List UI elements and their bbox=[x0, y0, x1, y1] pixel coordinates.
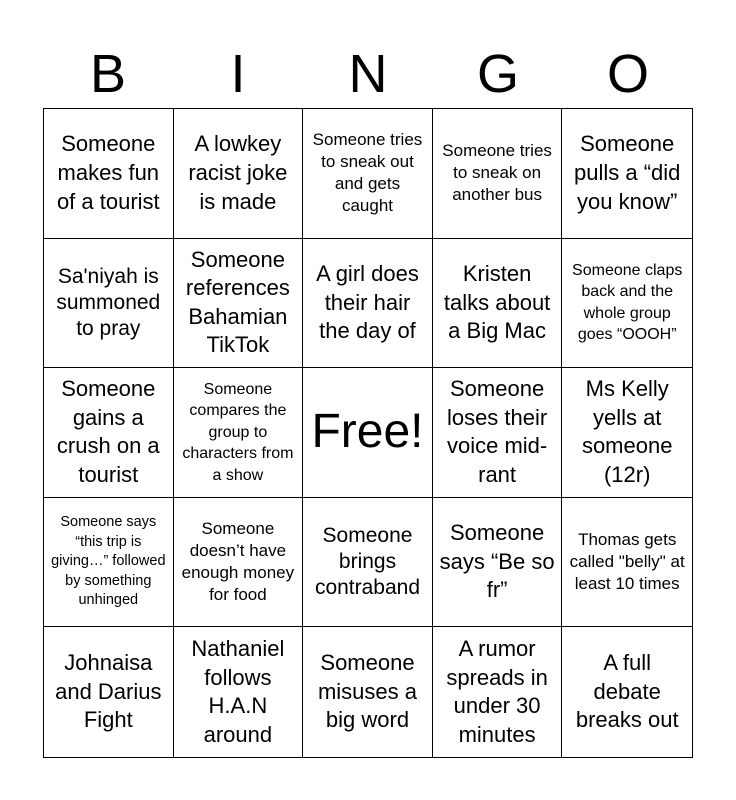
cell-text: Someone gains a crush on a tourist bbox=[56, 376, 160, 488]
header-letter-o: O bbox=[606, 44, 649, 104]
bingo-cell[interactable] bbox=[433, 627, 563, 757]
bingo-cell[interactable] bbox=[562, 239, 692, 369]
cell-text: Someone says “Be so fr” bbox=[439, 520, 555, 603]
bingo-board bbox=[43, 108, 693, 758]
bingo-cell[interactable] bbox=[174, 627, 304, 757]
cell-text: Kristen talks about a Big Mac bbox=[443, 261, 551, 344]
bingo-cell[interactable] bbox=[433, 368, 563, 498]
bingo-cell[interactable] bbox=[44, 627, 174, 757]
bingo-cell[interactable] bbox=[303, 627, 433, 757]
cell-text: Ms Kelly yells at someone (12r) bbox=[581, 376, 673, 488]
header-letter-g: G bbox=[476, 44, 519, 104]
bingo-cell[interactable] bbox=[562, 109, 692, 239]
bingo-cell[interactable] bbox=[303, 498, 433, 628]
free-space-cell[interactable] bbox=[303, 368, 433, 498]
bingo-header bbox=[43, 40, 693, 108]
bingo-cell[interactable] bbox=[174, 498, 304, 628]
cell-text: Someone brings contraband bbox=[314, 523, 421, 600]
bingo-cell[interactable] bbox=[174, 368, 304, 498]
cell-text: Someone doesn’t have enough money for food bbox=[181, 518, 295, 605]
cell-text: A girl does their hair the day of bbox=[316, 261, 419, 344]
cell-text: Someone references Bahamian TikTok bbox=[185, 246, 290, 358]
cell-text: Nathaniel follows H.A.N around bbox=[191, 636, 285, 747]
cell-text: Someone says “this trip is giving…” followed by something unhinged bbox=[51, 514, 166, 609]
header-letter-i: I bbox=[230, 44, 246, 104]
cell-text: Someone pulls a “did you know” bbox=[574, 131, 681, 214]
bingo-cell[interactable] bbox=[174, 239, 304, 369]
bingo-cell[interactable] bbox=[433, 498, 563, 628]
header-letter-n: N bbox=[348, 44, 388, 104]
bingo-cell[interactable] bbox=[44, 109, 174, 239]
bingo-cell[interactable] bbox=[562, 627, 692, 757]
cell-text: Someone loses their voice mid-rant bbox=[446, 376, 548, 488]
cell-text: Sa'niyah is summoned to pray bbox=[56, 264, 161, 341]
bingo-cell[interactable] bbox=[433, 109, 563, 239]
bingo-cell[interactable] bbox=[303, 109, 433, 239]
free-space-text: Free! bbox=[311, 405, 424, 459]
cell-text: Someone tries to sneak out and gets caught bbox=[312, 130, 423, 216]
cell-text: A full debate breaks out bbox=[575, 650, 679, 733]
cell-text: Someone claps back and the whole group goes “OOOH” bbox=[572, 261, 683, 344]
bingo-cell[interactable] bbox=[44, 368, 174, 498]
cell-text: A lowkey racist joke is made bbox=[188, 131, 288, 214]
cell-text: Someone compares the group to characters from a show bbox=[182, 380, 294, 484]
bingo-cell[interactable] bbox=[303, 239, 433, 369]
cell-text: Someone makes fun of a tourist bbox=[56, 131, 160, 214]
cell-text: A rumor spreads in under 30 minutes bbox=[446, 636, 548, 747]
bingo-cell[interactable] bbox=[562, 498, 692, 628]
cell-text: Someone tries to sneak on another bus bbox=[442, 141, 552, 205]
bingo-cell[interactable] bbox=[433, 239, 563, 369]
bingo-cell[interactable] bbox=[44, 498, 174, 628]
bingo-cell[interactable] bbox=[174, 109, 304, 239]
cell-text: Someone misuses a big word bbox=[317, 650, 418, 733]
cell-text: Johnaisa and Darius Fight bbox=[55, 650, 162, 733]
header-letter-b: B bbox=[89, 44, 127, 104]
bingo-cell[interactable] bbox=[562, 368, 692, 498]
cell-text: Thomas gets called "belly" at least 10 times bbox=[569, 529, 685, 594]
bingo-cell[interactable] bbox=[44, 239, 174, 369]
